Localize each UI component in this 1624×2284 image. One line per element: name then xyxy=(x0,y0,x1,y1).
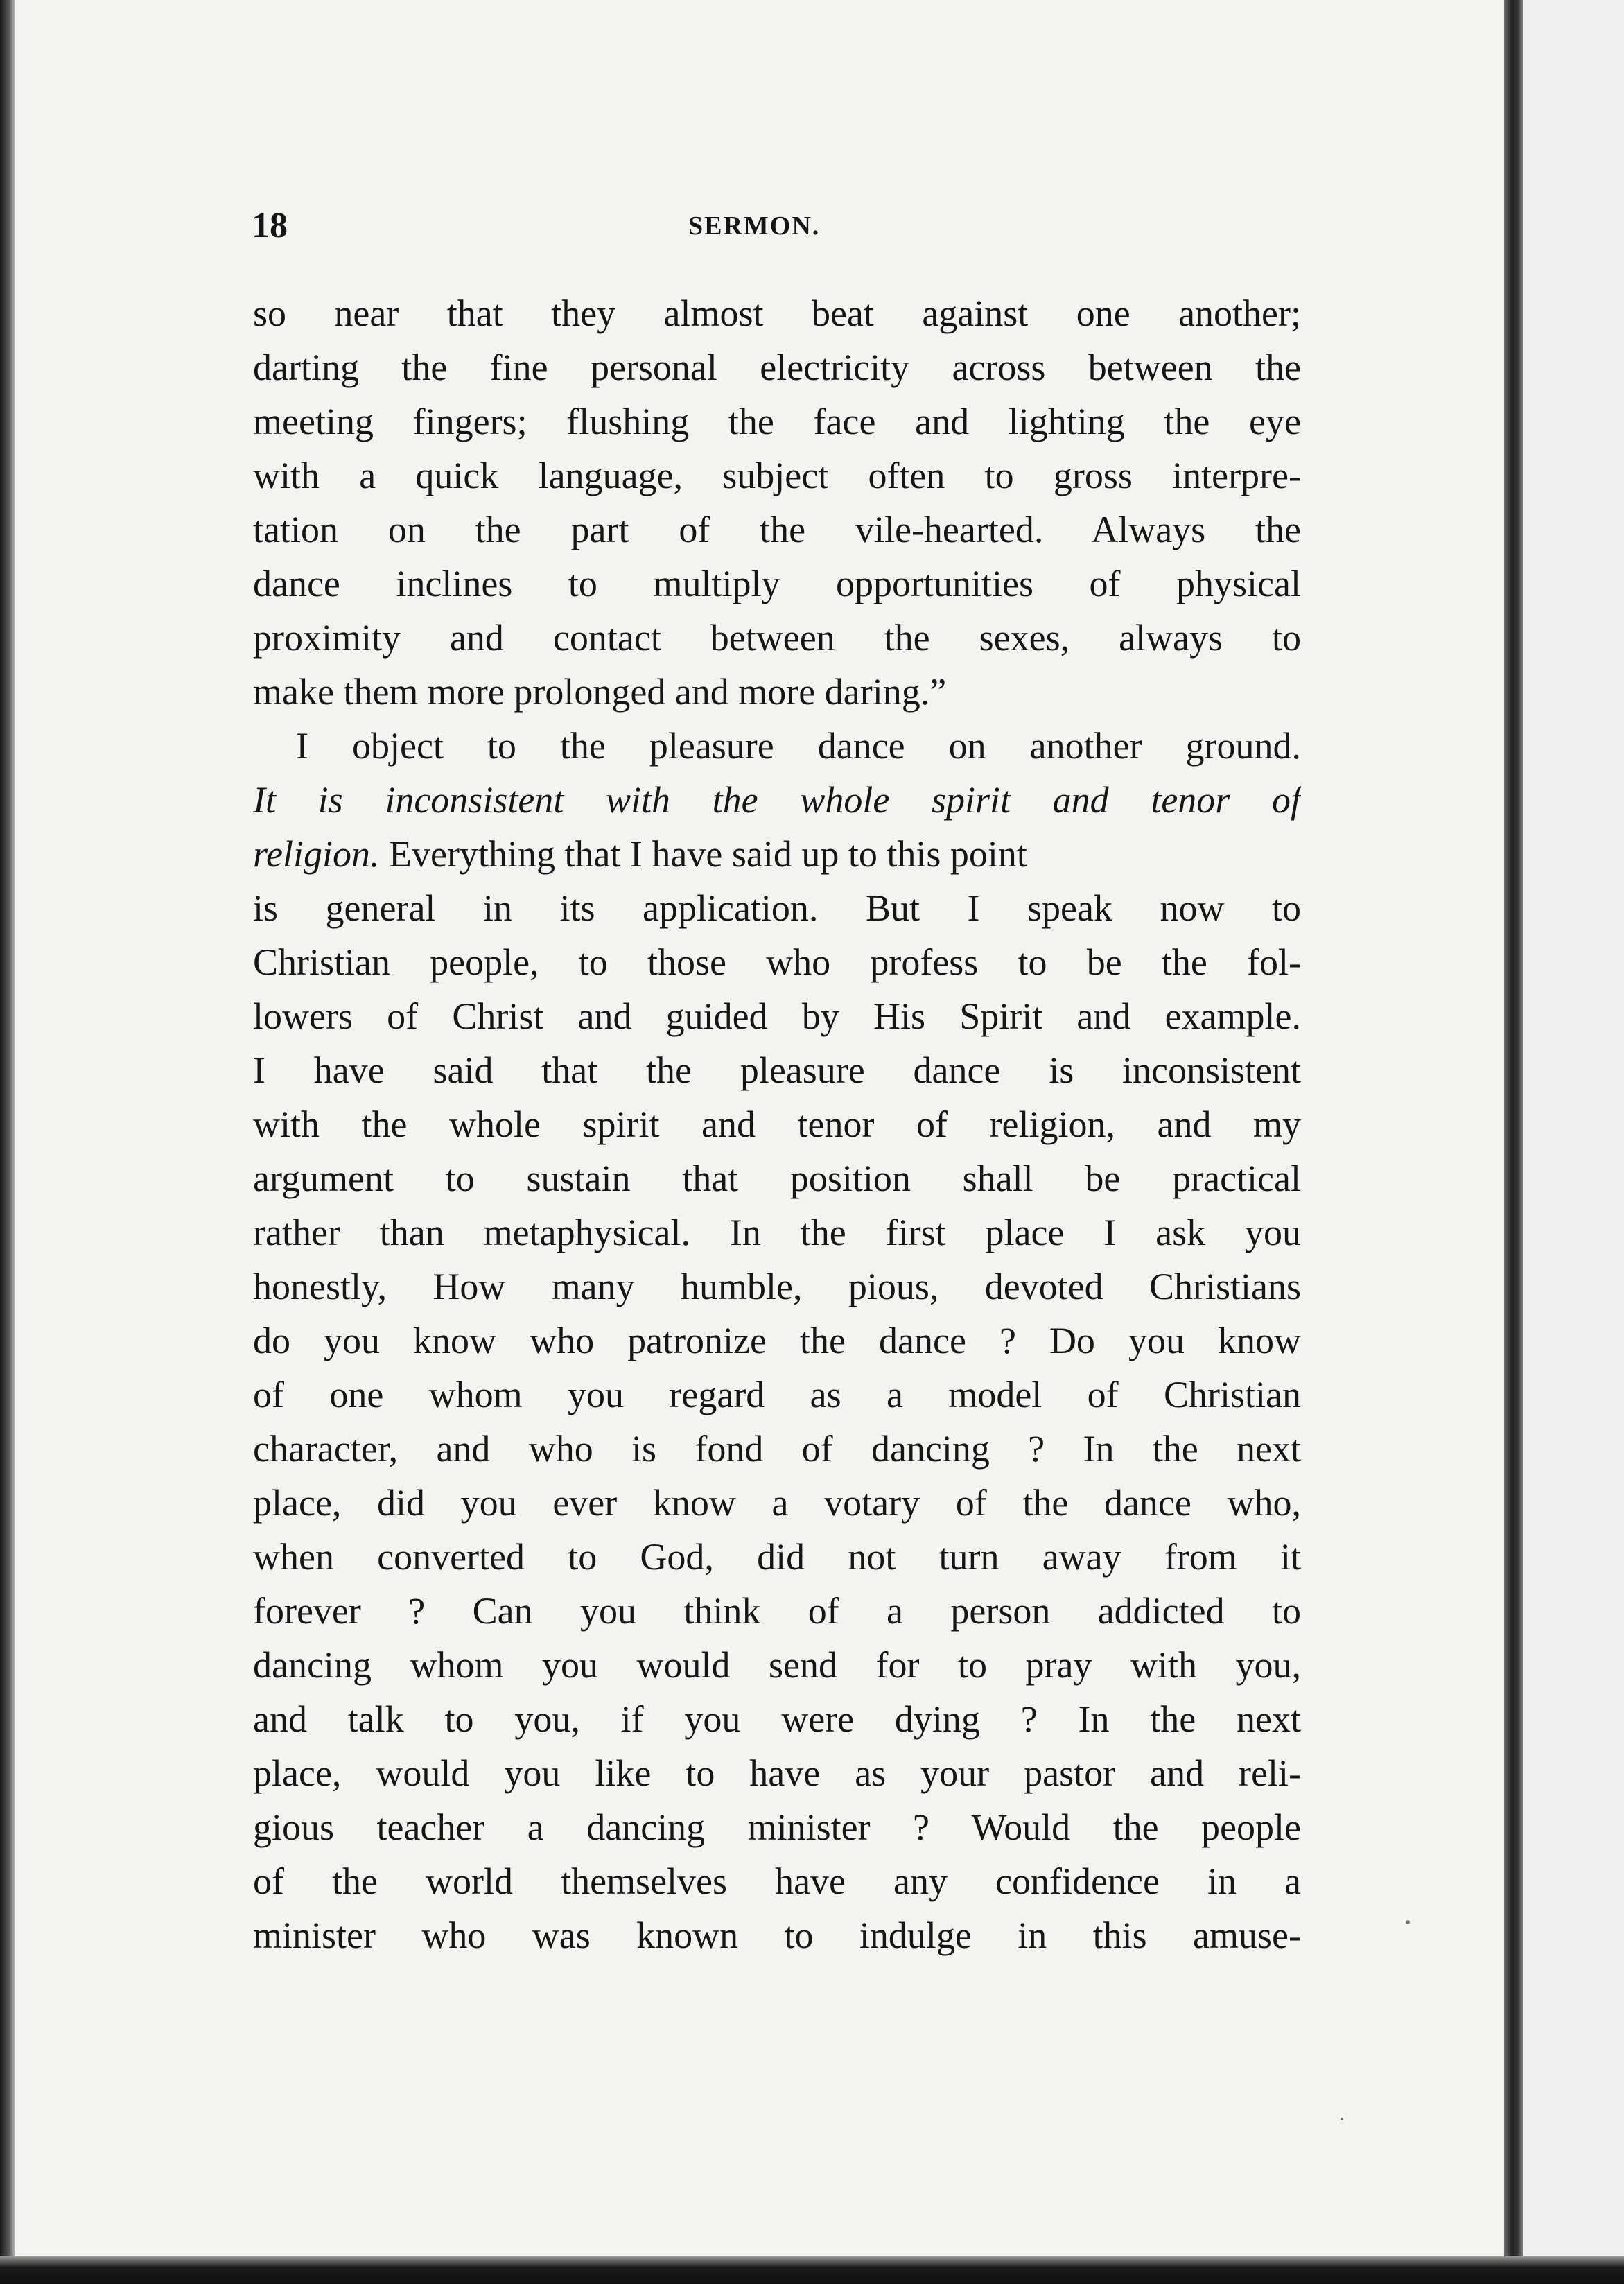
scan-edge-bottom xyxy=(0,2256,1624,2284)
text-line: do you know who patronize the dance ? Do you know xyxy=(253,1320,1301,1361)
scan-speck xyxy=(1406,1920,1410,1924)
scan-margin-right xyxy=(1523,0,1624,2284)
text-line: make them more prolonged and more daring.” xyxy=(253,671,947,713)
text-line: and talk to you, if you were dying ? In the next xyxy=(253,1698,1301,1740)
text-line: tation on the part of the vile-hearted. Always the xyxy=(253,509,1301,550)
text-line: gious teacher a dancing minister ? Would the people xyxy=(253,1806,1301,1848)
text-line: is general in its application. But I speak now to xyxy=(253,887,1301,929)
text-line: honestly, How many humble, pious, devoted Christians xyxy=(253,1266,1301,1307)
text-span: Everything that I have said up to this point xyxy=(379,833,1027,875)
scan-edge-right xyxy=(1504,0,1523,2284)
text-line: of the world themselves have any confidence in a xyxy=(253,1860,1301,1902)
text-line: I have said that the pleasure dance is inconsistent xyxy=(253,1049,1301,1091)
running-head: SERMON. xyxy=(688,211,821,241)
text-line-mixed xyxy=(253,827,1301,881)
text-line: argument to sustain that position shall be practical xyxy=(253,1158,1301,1199)
text-line: place, would you like to have as your pastor and reli- xyxy=(253,1752,1301,1794)
emphasis-text: religion. xyxy=(253,833,380,875)
text-line: proximity and contact between the sexes, always to xyxy=(253,617,1301,659)
emphasis-line: It is inconsistent with the whole spirit and tenor of xyxy=(253,779,1301,821)
text-line: with a quick language, subject often to gross interpre- xyxy=(253,455,1301,496)
text-line: dancing whom you would send for to pray with you, xyxy=(253,1644,1301,1686)
text-line: meeting fingers; flushing the face and lighting the eye xyxy=(253,401,1301,442)
scan-edge-left xyxy=(0,0,15,2284)
text-line: darting the fine personal electricity across between the xyxy=(253,347,1301,388)
text-line: dance inclines to multiply opportunities of physical xyxy=(253,563,1301,604)
scan-speck xyxy=(1341,2118,1343,2120)
text-line: with the whole spirit and tenor of religion, and my xyxy=(253,1104,1301,1145)
text-line: rather than metaphysical. In the first place I ask you xyxy=(253,1212,1301,1253)
text-line: so near that they almost beat against one another; xyxy=(253,293,1301,334)
text-line: character, and who is fond of dancing ? In the next xyxy=(253,1428,1301,1470)
page-header xyxy=(252,205,1301,254)
text-line: of one whom you regard as a model of Christian xyxy=(253,1374,1301,1415)
page-number: 18 xyxy=(252,206,288,245)
text-line: place, did you ever know a votary of the dance who, xyxy=(253,1482,1301,1524)
text-line: when converted to God, did not turn away from it xyxy=(253,1536,1301,1578)
text-line: Christian people, to those who profess to be the fol- xyxy=(253,941,1301,983)
text-line: lowers of Christ and guided by His Spirit and example. xyxy=(253,995,1301,1037)
paragraph-start-line: I object to the pleasure dance on another ground. xyxy=(296,725,1301,767)
body-text xyxy=(253,286,1301,1962)
text-line: forever ? Can you think of a person addicted to xyxy=(253,1590,1301,1632)
text-line: minister who was known to indulge in this amuse- xyxy=(253,1915,1301,1956)
